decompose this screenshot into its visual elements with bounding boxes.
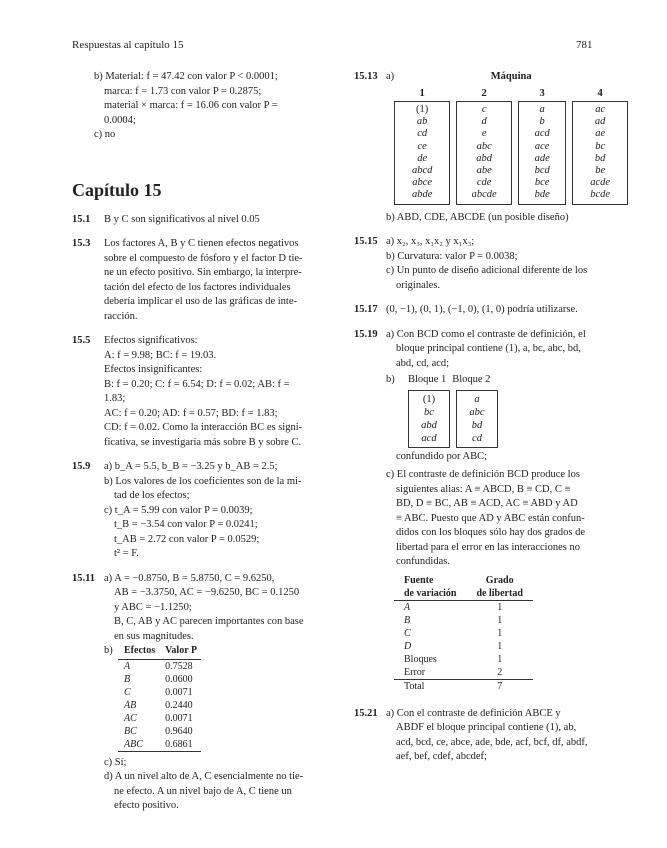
source-cell: D: [404, 640, 412, 652]
text-line: ne efecto. A un nivel bajo de A, C tiene un: [114, 785, 292, 797]
cell: (1): [416, 104, 429, 115]
entry-15-11: [72, 572, 342, 814]
text-line: aef, bef, cdef, abcdef;: [396, 751, 487, 763]
text-line: ≡ ABC. Puesto que AD y ABC están confun-: [396, 512, 585, 524]
entry-15-13: [354, 70, 624, 225]
text-line: A: f = 9.98; BC: f = 19.03.: [104, 349, 217, 361]
header-line: de libertad: [476, 587, 523, 599]
text-line: racción.: [104, 310, 138, 322]
block-header: Bloque 1: [408, 374, 447, 386]
effects-table: [118, 644, 201, 752]
cell: bc: [595, 140, 606, 152]
machine-column: [394, 87, 450, 205]
block-2: [456, 390, 498, 448]
text-line: ne un efecto positivo. Sin embargo, la interpre-: [104, 267, 302, 278]
cell: ade: [534, 152, 550, 164]
cell: ce: [417, 140, 427, 152]
text-line: a) A = −0.8750, B = 5.8750, C = 9.6250,: [104, 572, 275, 584]
cell: ac: [595, 104, 606, 115]
entry-number: 15.21: [354, 707, 378, 719]
cell: ace: [534, 140, 550, 152]
text-line: t² = F.: [114, 548, 139, 559]
chapter-title: Capítulo 15: [72, 179, 162, 200]
text-line: t_B = −3.54 con valor P = 0.0241;: [114, 519, 258, 530]
cell: b: [539, 116, 545, 128]
effect-cell: B: [124, 673, 131, 685]
column-header: Efectos: [118, 644, 159, 659]
text-line: confundido por ABC;: [396, 450, 487, 462]
table-row: [394, 640, 533, 653]
effect-cell: AC: [124, 712, 137, 724]
column-header: Valor P: [159, 644, 201, 659]
column-header: 4: [597, 87, 603, 99]
cell: acde: [590, 177, 611, 189]
table-total-row: [394, 679, 533, 693]
cell: a: [539, 104, 545, 115]
column-header: 1: [419, 87, 425, 99]
cell: abe: [476, 165, 492, 177]
df-cell: 1: [497, 627, 503, 639]
cell: bde: [534, 189, 550, 201]
text-line: B, C, AB y AC parecen importantes con base: [114, 616, 304, 627]
text-line: sobre el compuesto de fósforo y el factor D tie-: [104, 252, 303, 264]
effect-cell: AB: [124, 699, 137, 711]
text-line: material × marca: f = 16.06 con valor P =: [104, 100, 278, 111]
text-line: a) Con el contraste de definición ABCE y: [386, 707, 561, 719]
text-line: c) Sí;: [104, 756, 127, 768]
cell: bcd: [534, 165, 550, 177]
source-cell: Total: [394, 679, 467, 693]
text-line: c) El contraste de definición BCD produce los: [386, 469, 580, 481]
df-cell: 1: [497, 614, 503, 626]
cell: be: [595, 165, 606, 177]
table-row: [394, 600, 533, 614]
table-row: [394, 614, 533, 627]
text-line: b) ABD, CDE, ABCDE (un posible diseño): [386, 211, 569, 223]
pvalue-cell: 0.7528: [165, 660, 193, 672]
variation-table: [394, 574, 533, 693]
source-cell: B: [404, 614, 411, 626]
text-line: a) b_A = 5.5, b_B = −3.25 y b_AB = 2.5;: [104, 461, 278, 472]
source-cell: Error: [404, 666, 426, 678]
source-cell: C: [404, 627, 411, 639]
cell: ae: [595, 128, 606, 140]
entry-number: 15.5: [72, 335, 91, 346]
effect-cell: A: [124, 660, 131, 672]
text-line: ficativa, se investigaría más sobre B y sobre C.: [104, 436, 302, 448]
item-label: b): [104, 645, 113, 656]
source-cell: Bloques: [404, 653, 437, 665]
cell: cde: [476, 177, 492, 189]
entry-number: 15.3: [72, 238, 91, 249]
table-row: [118, 686, 201, 699]
cell: abc: [476, 140, 492, 152]
cell: a: [474, 393, 480, 405]
df-cell: 1: [497, 640, 503, 652]
cell: abde: [411, 189, 433, 201]
cell: c: [481, 104, 487, 115]
text-line: t_AB = 2.72 con valor P = 0.0529;: [114, 533, 260, 545]
text-line: B y C son significativos al nivel 0.05: [104, 213, 260, 225]
cell: abcd: [411, 165, 433, 177]
header-line: Fuente: [404, 574, 434, 586]
text-line: didos con los bloques sólo hay dos grados de: [396, 527, 585, 539]
text-line: 1.83;: [104, 393, 126, 404]
text-line: ABDF el bloque principal contiene (1), ab,: [396, 722, 577, 734]
text-line: a) Con BCD como el contraste de definición, el: [386, 328, 586, 340]
text-line: bloque principal contiene (1), a, bc, abc, bd,: [396, 343, 581, 355]
pvalue-cell: 0.0071: [165, 712, 193, 724]
text-line: confundidas.: [396, 556, 450, 568]
cell: bce: [534, 177, 550, 189]
df-cell: 1: [497, 653, 503, 665]
text-line: c) no: [94, 129, 116, 140]
cell: abd: [421, 419, 437, 431]
cell: d: [481, 116, 487, 128]
cell: abd: [476, 152, 493, 164]
text-line: originales.: [396, 279, 441, 291]
text-line: a) x₂, x₃, x₁x₂ y x₁x₃;: [386, 236, 475, 248]
pvalue-cell: 0.2440: [165, 699, 193, 711]
page-number: 781: [576, 39, 593, 51]
cell: bd: [594, 152, 606, 164]
table-row: [118, 738, 201, 752]
machine-column: [572, 87, 628, 205]
df-cell: 7: [467, 679, 533, 693]
cell: abcde: [471, 189, 497, 201]
cell: abce: [412, 177, 433, 189]
entry-number: 15.1: [72, 213, 91, 225]
pvalue-cell: 0.6861: [159, 738, 201, 752]
entry-number: 15.17: [354, 304, 378, 316]
item-label: b): [386, 374, 395, 386]
entry-number: 15.19: [354, 328, 378, 340]
cell: cd: [472, 432, 482, 444]
cell: ab: [416, 116, 428, 128]
machine-column: [456, 87, 512, 205]
cell: cd: [417, 128, 428, 140]
text-line: marca: f = 1.73 con valor P = 0.2875;: [104, 85, 262, 97]
cell: (1): [422, 393, 436, 405]
header-line: Grado: [485, 574, 514, 586]
effect-cell: BC: [124, 725, 137, 737]
text-line: b) Curvatura: valor P = 0.0038;: [386, 250, 518, 262]
text-line: b) Material: f = 47.42 con valor P < 0.0001;: [94, 71, 278, 82]
table-row: [394, 627, 533, 640]
machine-title: Máquina: [490, 71, 532, 82]
cell: bcde: [590, 189, 611, 201]
entry-number: 15.15: [354, 236, 378, 248]
entry-number: 15.9: [72, 461, 91, 472]
cell: de: [417, 152, 428, 164]
text-line: tación del efecto de los factores individuales: [104, 281, 291, 293]
df-cell: 2: [497, 666, 503, 678]
pvalue-cell: 0.0600: [165, 673, 193, 685]
answer-14-b: [72, 70, 342, 143]
table-row: [118, 725, 201, 738]
text-line: BD, D ≡ BC, AB ≡ ACD, AC ≡ ABD y AD: [396, 498, 578, 510]
machine-column: [518, 87, 566, 205]
text-line: d) A un nivel alto de A, C esencialmente no tie-: [104, 771, 304, 782]
right-column: [354, 70, 624, 775]
entry-15-15: [354, 235, 624, 293]
text-line: libertad para el error en las interacciones no: [396, 541, 580, 553]
text-line: CD: f = 0.02. Como la interacción BC es signi-: [104, 422, 303, 433]
table-row: [394, 653, 533, 666]
pvalue-cell: 0.9640: [165, 725, 193, 737]
table-header-row: [118, 644, 201, 659]
table-row: [118, 673, 201, 686]
table-header-row: [394, 574, 533, 601]
blocks-table: [408, 390, 498, 448]
text-line: efecto positivo.: [114, 800, 179, 811]
text-line: b) Los valores de los coeficientes son de la mi-: [104, 475, 302, 487]
column-header: 3: [539, 87, 545, 99]
text-line: Los factores A, B y C tienen efectos negativos: [104, 238, 299, 249]
pvalue-cell: 0.0071: [165, 686, 193, 698]
cell: acd: [421, 432, 437, 444]
entry-15-5: [72, 334, 342, 450]
text-line: (0, −1), (0, 1), (−1, 0), (1, 0) podría utilizarse.: [386, 304, 578, 316]
column-header: [394, 574, 467, 601]
text-line: Efectos significativos:: [104, 335, 198, 346]
table-row: [118, 659, 201, 673]
machine-table: [394, 87, 628, 205]
block-header: Bloque 2: [452, 374, 491, 386]
left-column: [72, 70, 342, 824]
column-header: [467, 574, 533, 601]
entry-15-9: [72, 460, 342, 562]
entry-15-21: [354, 707, 624, 765]
text-line: en sus magnitudes.: [114, 630, 194, 642]
entry-number: 15.13: [354, 71, 378, 82]
text-line: debería implicar el uso de las gráficas de inte-: [104, 296, 297, 307]
source-cell: A: [404, 601, 411, 613]
column-header: 2: [481, 87, 487, 99]
text-line: tad de los efectos;: [114, 490, 190, 501]
text-line: acd, bcd, ce, abce, ade, bde, acf, bcf, df, abdf,: [396, 736, 588, 748]
table-row: [394, 666, 533, 680]
text-line: 0.0004;: [104, 114, 136, 126]
cell: ad: [594, 116, 606, 128]
header-line: de variación: [404, 587, 457, 599]
entry-15-17: [354, 303, 624, 318]
entry-15-19: [354, 328, 624, 693]
effect-cell: ABC: [118, 738, 159, 752]
text-line: y ABC = −1.1250;: [114, 601, 192, 613]
running-header: Respuestas al capítulo 15: [72, 39, 184, 51]
text-line: c) t_A = 5.99 con valor P = 0.0039;: [104, 504, 253, 516]
entry-15-3: [72, 237, 342, 324]
df-cell: 1: [497, 601, 503, 613]
item-label: a): [386, 71, 395, 82]
table-row: [118, 712, 201, 725]
text-line: Efectos insignificantes:: [104, 364, 203, 375]
text-line: siguientes alias: A ≡ ABCD, B ≡ CD, C ≡: [396, 483, 571, 495]
cell: abc: [469, 406, 485, 418]
text-line: c) Un punto de diseño adicional diferente de los: [386, 265, 588, 277]
entry-15-1: [72, 213, 342, 228]
table-row: [118, 699, 201, 712]
entry-number: 15.11: [72, 572, 96, 584]
block-1: [408, 390, 450, 448]
effect-cell: C: [124, 686, 131, 698]
text-line: B: f = 0.20; C: f = 6.54; D: f = 0.02; AB: f =: [104, 378, 290, 390]
cell: bd: [471, 419, 483, 431]
text-line: abd, cd, acd;: [396, 357, 450, 369]
text-line: AC: f = 0.20; AD: f = 0.57; BD: f = 1.83;: [104, 407, 278, 419]
cell: acd: [534, 128, 550, 140]
cell: bc: [424, 406, 434, 418]
cell: e: [481, 128, 487, 140]
text-line: AB = −3.3750, AC = −9.6250, BC = 0.1250: [114, 587, 300, 598]
